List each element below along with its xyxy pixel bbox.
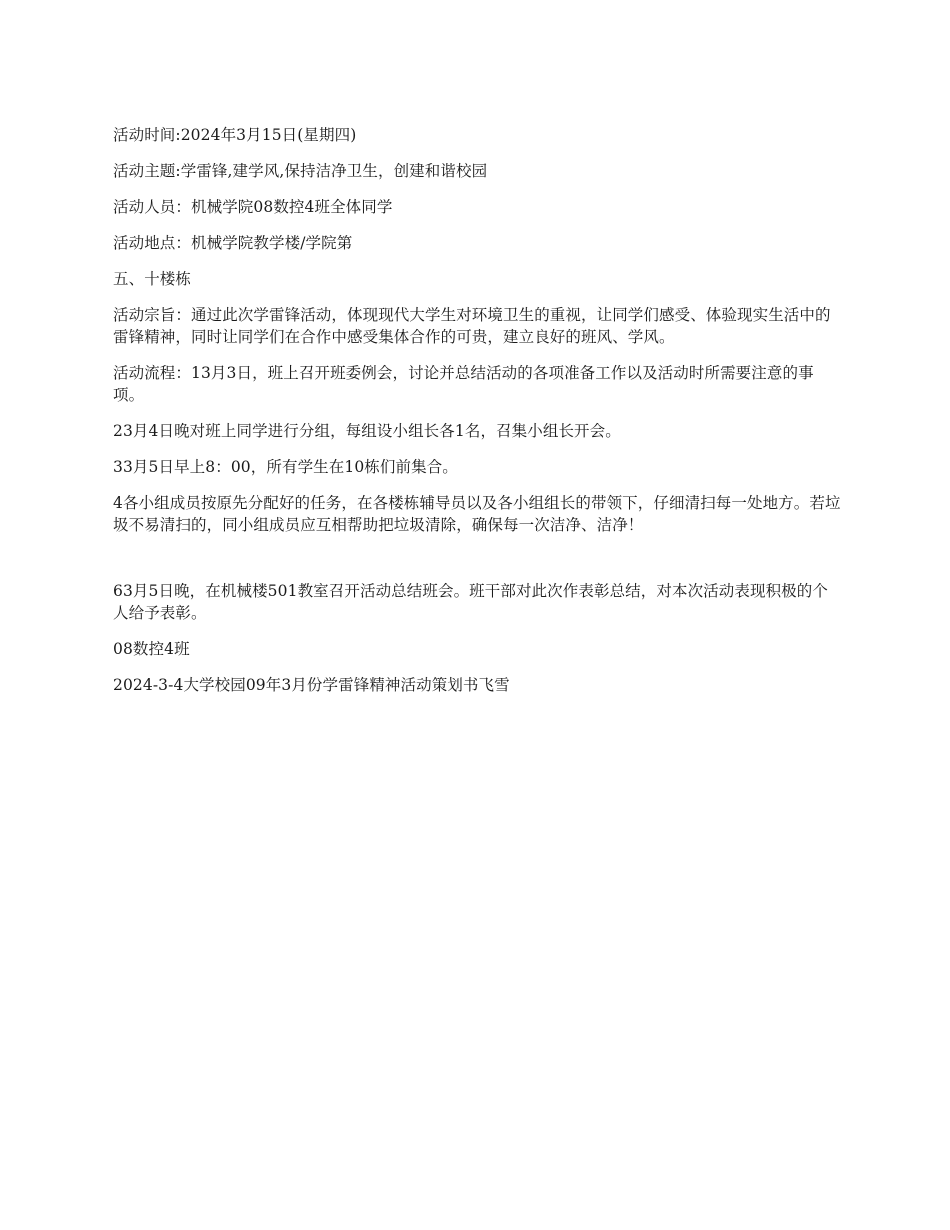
activity-location-continued-paragraph: 五、十楼栋 <box>113 270 192 288</box>
activity-process-step-4-paragraph: 4各小组成员按原先分配好的任务，在各楼栋辅导员以及各小组组长的带领下，仔细清扫每一处地方。若垃圾不易清扫的，同小组成员应互相帮助把垃圾清除，确保每一次洁净、洁净！ <box>113 494 841 534</box>
activity-process-step-1-paragraph: 活动流程：13月3日，班上召开班委例会，讨论并总结活动的各项准备工作以及活动时所需要注意的事项。 <box>113 364 814 404</box>
activity-process-step-3-paragraph: 33月5日早上8：00，所有学生在10栋们前集合。 <box>113 458 458 476</box>
document-body <box>113 124 843 710</box>
activity-process-step-6-paragraph: 63月5日晚，在机械楼501教室召开活动总结班会。班干部对此次作表彰总结，对本次活动表现积极的个人给予表彰。 <box>113 582 828 622</box>
document-footer-paragraph: 2024-3-4大学校园09年3月份学雷锋精神活动策划书飞雪 <box>113 676 510 694</box>
signature-class-paragraph: 08数控4班 <box>113 640 190 658</box>
activity-process-step-2-paragraph: 23月4日晚对班上同学进行分组，每组设小组长各1名，召集小组长开会。 <box>113 422 621 440</box>
activity-theme-paragraph: 活动主题:学雷锋,建学风,保持洁净卫生，创建和谐校园 <box>113 162 488 180</box>
activity-participants-paragraph: 活动人员：机械学院08数控4班全体同学 <box>113 198 393 216</box>
activity-time-paragraph: 活动时间:2024年3月15日(星期四) <box>113 126 357 144</box>
activity-purpose-paragraph: 活动宗旨：通过此次学雷锋活动，体现现代大学生对环境卫生的重视，让同学们感受、体验现实生活中的雷锋精神，同时让同学们在合作中感受集体合作的可贵，建立良好的班风、学风。 <box>113 306 831 346</box>
activity-location-paragraph: 活动地点：机械学院教学楼/学院第 <box>113 234 353 252</box>
